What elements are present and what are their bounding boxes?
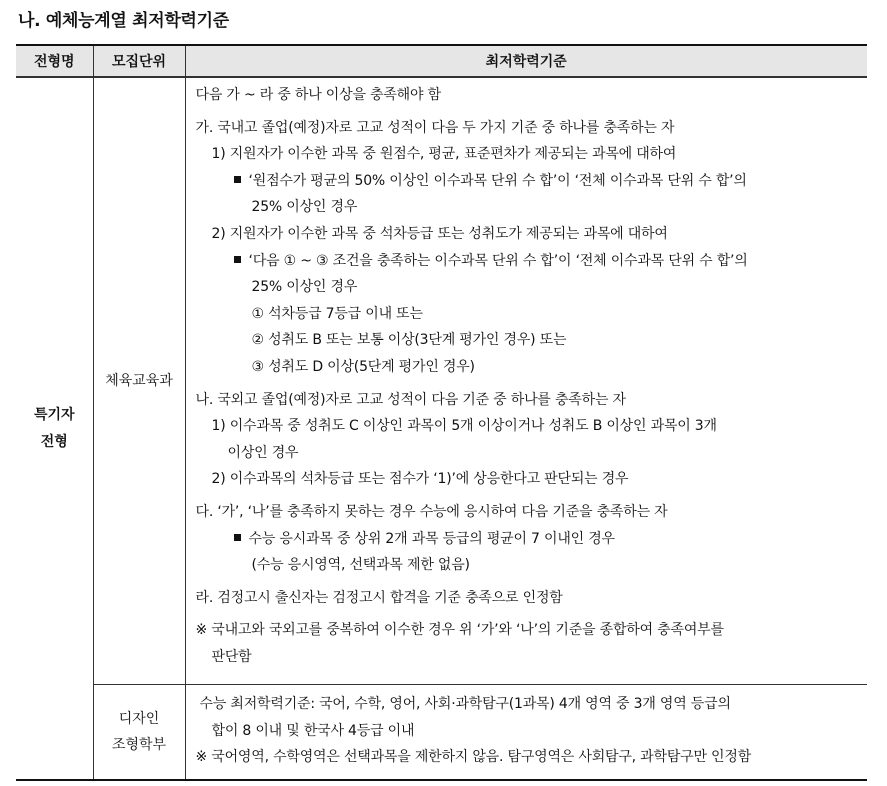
criteria-na-1-cont: 이상인 경우 xyxy=(227,444,299,461)
criteria-da: 다. ‘가’, ‘나’를 충족하지 못하는 경우 수능에 응시하여 다음 기준을 충족하는 자 xyxy=(195,503,668,520)
criteria-ga-1-bullet xyxy=(196,168,862,195)
recruit-unit-cell xyxy=(93,77,185,685)
criteria-ga: 가. 국내고 졸업(예정)자로 고교 성적이 다음 두 가지 기준 중 하나를 충족하는 자 xyxy=(195,119,675,136)
criteria-note: ※ 국내고와 국외고를 중복하여 이수한 경우 위 ‘가’와 ‘나’의 기준을 종합하여 충족여부를 xyxy=(195,622,724,639)
criteria-ga-2: 2) 지원자가 이수한 과목 중 석차등급 또는 성취도가 제공되는 과목에 대하여 xyxy=(211,225,668,242)
criteria-cell xyxy=(185,77,867,685)
admission-type-line: 전형 xyxy=(40,433,68,450)
criteria-da-bullet xyxy=(196,526,862,553)
bullet-text: 수능 응시과목 중 상위 2개 과목 등급의 평균이 7 이내인 경우 xyxy=(248,530,615,547)
recruit-unit-name: 조형학부 xyxy=(111,737,167,753)
criteria-cell xyxy=(185,685,867,781)
bullet-text: ‘원점수가 평균의 50% 이상인 이수과목 단위 수 합’이 ‘전체 이수과목 단위 수 합’의 xyxy=(248,172,747,189)
criteria-na-2: 2) 이수과목의 석차등급 또는 점수가 ‘1)’에 상응한다고 판단되는 경우 xyxy=(211,471,629,488)
condition-3: ③ 성취도 D 이상(5단계 평가인 경우) xyxy=(251,358,475,375)
square-bullet-icon xyxy=(234,534,241,541)
criteria-ra: 라. 검정고시 출신자는 검정고시 합격을 기준 충족으로 인정함 xyxy=(195,589,563,606)
criteria-da-bullet-cont: (수능 응시영역, 선택과목 제한 없음) xyxy=(251,557,470,574)
header-admission-type: 전형명 xyxy=(16,45,93,77)
criteria-table xyxy=(16,44,867,781)
design-criteria-line: 수능 최저학력기준: 국어, 수학, 영어, 사회·과학탐구(1과목) 4개 영역 중 3개 영역 등급의 xyxy=(199,696,731,712)
table-row xyxy=(16,77,867,685)
condition-1: ① 석차등급 7등급 이내 또는 xyxy=(251,305,423,322)
recruit-unit-cell xyxy=(93,685,185,781)
admission-type-cell xyxy=(16,77,93,780)
criteria-intro: 다음 가 ~ 라 중 하나 이상을 충족해야 함 xyxy=(195,87,441,103)
recruit-unit-name: 체육교육과 xyxy=(105,373,173,389)
design-criteria-note: ※ 국어영역, 수학영역은 선택과목을 제한하지 않음. 탐구영역은 사회탐구, 과학탐구만 인정함 xyxy=(195,749,752,766)
header-min-criteria: 최저학력기준 xyxy=(185,45,867,77)
criteria-note-cont: 판단함 xyxy=(211,648,252,665)
criteria-ga-1-bullet-cont: 25% 이상인 경우 xyxy=(251,199,358,216)
header-recruit-unit: 모집단위 xyxy=(93,45,185,77)
section-title: 나. 예체능계열 최저학력기준 xyxy=(18,11,229,31)
criteria-ga-2-bullet xyxy=(196,248,862,275)
criteria-na-1: 1) 이수과목 중 성취도 C 이상인 과목이 5개 이상이거나 성취도 B 이상인 과목이 3개 xyxy=(211,418,717,435)
admission-type-line: 특기자 xyxy=(33,406,75,423)
criteria-ga-1: 1) 지원자가 이수한 과목 중 원점수, 평균, 표준편차가 제공되는 과목에 대하여 xyxy=(211,146,677,163)
criteria-ga-2-bullet-cont: 25% 이상인 경우 xyxy=(251,279,358,296)
square-bullet-icon xyxy=(234,256,241,263)
square-bullet-icon xyxy=(234,176,241,183)
bullet-text: ‘다음 ① ~ ③ 조건을 충족하는 이수과목 단위 수 합’이 ‘전체 이수과목 단위 수 합’의 xyxy=(248,252,748,269)
criteria-na: 나. 국외고 졸업(예정)자로 고교 성적이 다음 기준 중 하나를 충족하는 자 xyxy=(195,391,626,408)
condition-2: ② 성취도 B 또는 보통 이상(3단계 평가인 경우) 또는 xyxy=(251,332,567,349)
recruit-unit-name: 디자인 xyxy=(118,711,160,727)
table-header-row xyxy=(16,45,867,77)
table-row xyxy=(16,685,867,781)
design-criteria-line-cont: 합이 8 이내 및 한국사 4등급 이내 xyxy=(211,722,415,739)
